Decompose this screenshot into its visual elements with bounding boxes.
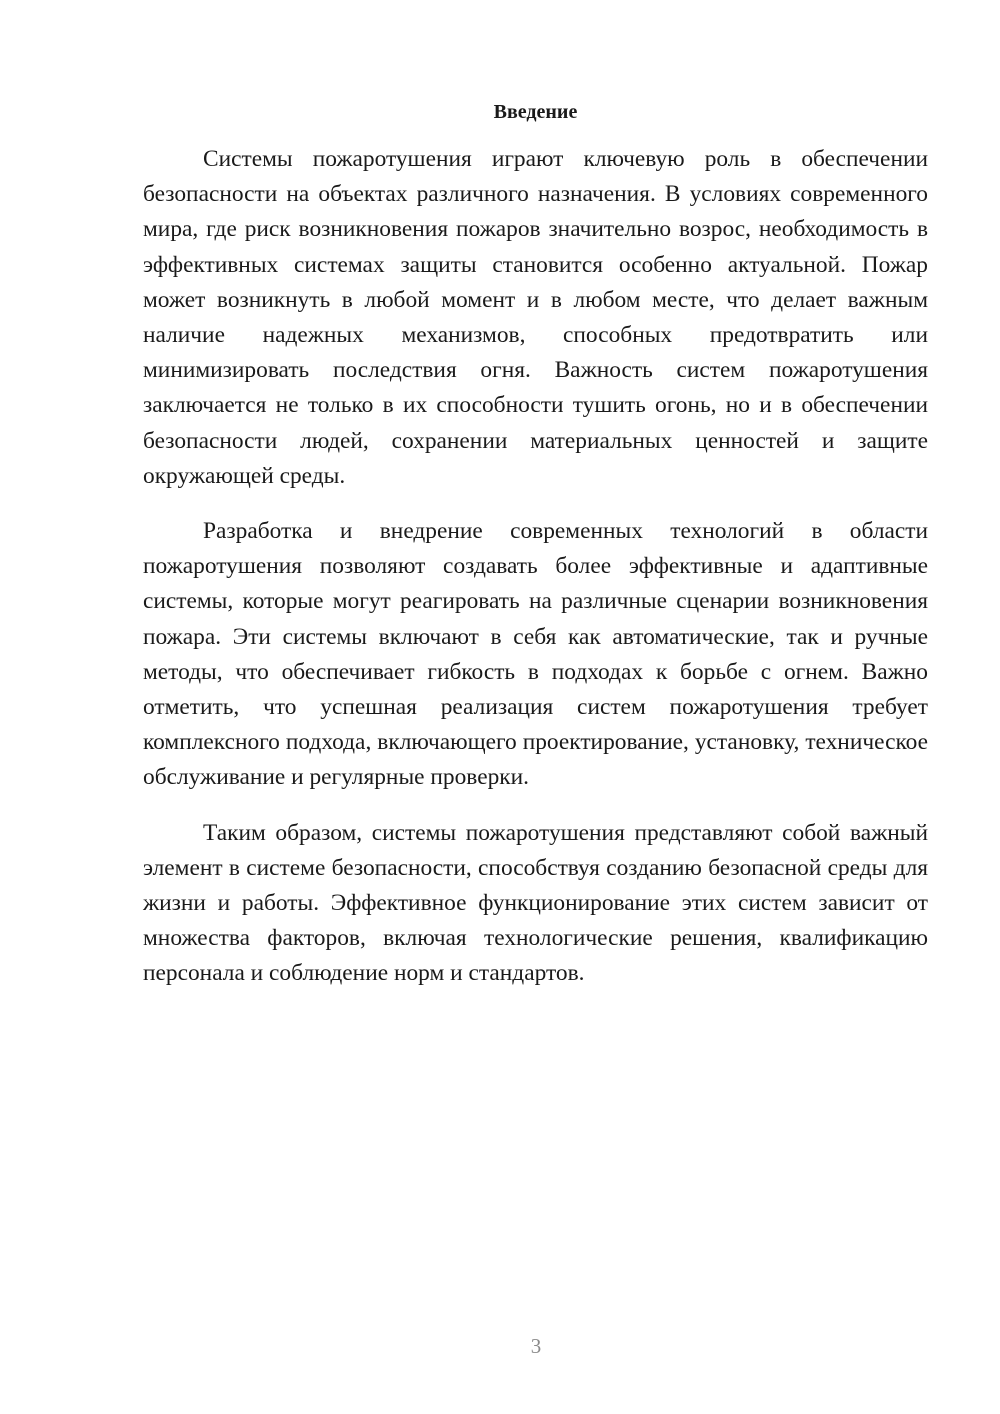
- paragraph-1: Системы пожаротушения играют ключевую роль в обеспечении безопасности на объектах различного назначения. В условиях современного мира, где риск возникновения пожаров значительно возрос, необходимость в эффективных системах защиты становится особенно актуальной. Пожар может возникнуть в любой момент и в любом месте, что делает важным наличие надежных механизмов, способных предотвратить или минимизировать последствия огня. Важность систем пожаротушения заключается не только в их способности тушить огонь, но и в обеспечении безопасности людей, сохранении материальных ценностей и защите окружающей среды.: [143, 146, 928, 489]
- paragraph-3: Таким образом, системы пожаротушения представляют собой важный элемент в системе безопасности, способствуя созданию безопасной среды для жизни и работы. Эффективное функционирование этих систем зависит от множества факторов, включая технологические решения, квалификацию персонала и соблюдение норм и стандартов.: [143, 819, 928, 987]
- body-text: [143, 142, 928, 1012]
- paragraph-2: Разработка и внедрение современных технологий в области пожаротушения позволяют создавать более эффективные и адаптивные системы, которые могут реагировать на различные сценарии возникновения пожара. Эти системы включают в себя как автоматические, так и ручные методы, что обеспечивает гибкость в подходах к борьбе с огнем. Важно отметить, что успешная реализация систем пожаротушения требует комплексного подхода, включающего проектирование, установку, техническое обслуживание и регулярные проверки.: [143, 518, 928, 791]
- section-heading: Введение: [493, 101, 578, 123]
- page-number: 3: [530, 1334, 542, 1358]
